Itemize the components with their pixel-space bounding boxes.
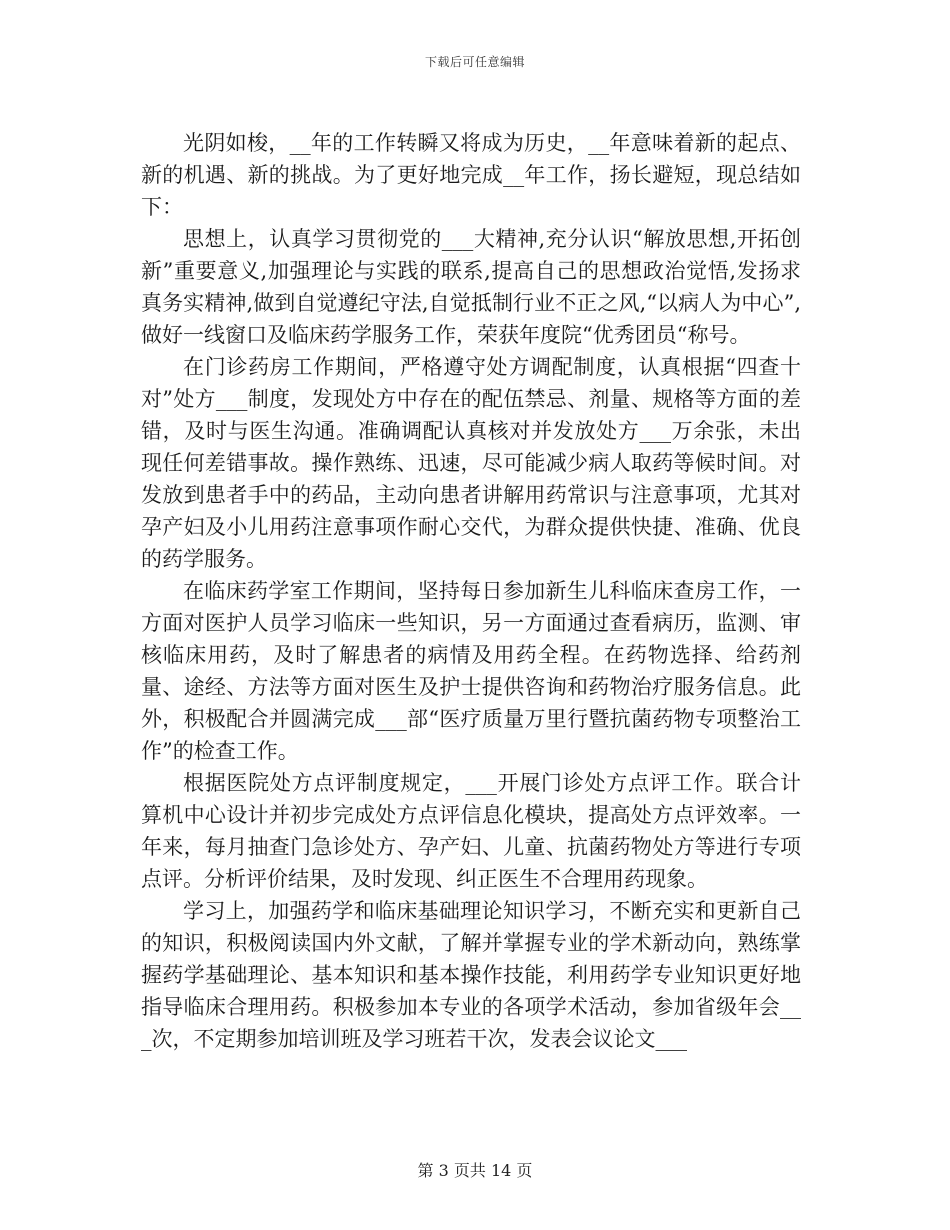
document-body: [141, 127, 801, 1055]
paragraph-prescription-review: 根据医院处方点评制度规定，___开展门诊处方点评工作。联合计算机中心设计并初步完成处方点评信息化模块，提高处方点评效率。一年来，每月抽查门急诊处方、孕产妇、儿童、抗菌药物处方等进行专项点评。分析评价结果，及时发现、纠正医生不合理用药现象。: [141, 771, 801, 891]
page-header: 下载后可任意编辑: [424, 55, 525, 69]
paragraph-ideology: 思想上，认真学习贯彻党的___大精神,充分认识“解放思想,开拓创新”重要意义,加强理论与实践的联系,提高自己的思想政治觉悟,发扬求真务实精神,做到自觉遵纪守法,自觉抵制行业不正之风,“以病人为中心”,做好一线窗口及临床药学服务工作，荣获年度院“优秀团员“称号。: [141, 227, 801, 347]
paragraph-outpatient-pharmacy: 在门诊药房工作期间，严格遵守处方调配制度，认真根据“四查十对”处方___制度，发现处方中存在的配伍禁忌、剂量、规格等方面的差错，及时与医生沟通。准确调配认真核对并发放处方___万余张，未出现任何差错事故。操作熟练、迅速，尽可能减少病人取药等候时间。对发放到患者手中的药品，主动向患者讲解用药常识与注意事项，尤其对孕产妇及小儿用药注意事项作耐心交代，为群众提供快捷、准确、优良的药学服务。: [141, 355, 801, 571]
paragraph-intro: 光阴如梭，__年的工作转瞬又将成为历史，__年意味着新的起点、新的机遇、新的挑战。为了更好地完成__年工作，扬长避短，现总结如下：: [141, 131, 801, 219]
paragraph-study: 学习上，加强药学和临床基础理论知识学习，不断充实和更新自己的知识，积极阅读国内外文献，了解并掌握专业的学术新动向，熟练掌握药学基础理论、基本知识和基本操作技能，利用药学专业知识更好地指导临床合理用药。积极参加本专业的各项学术活动，参加省级年会___次，不定期参加培训班及学习班若干次，发表会议论文___: [141, 899, 801, 1051]
paragraph-clinical-pharmacy: 在临床药学室工作期间，坚持每日参加新生儿科临床查房工作，一方面对医护人员学习临床一些知识，另一方面通过查看病历，监测、审核临床用药，及时了解患者的病情及用药全程。在药物选择、给药剂量、途经、方法等方面对医生及护士提供咨询和药物治疗服务信息。此外，积极配合并圆满完成___部“医疗质量万里行暨抗菌药物专项整治工作”的检查工作。: [141, 579, 801, 763]
page-footer: 第 3 页共 14 页: [417, 1161, 533, 1180]
